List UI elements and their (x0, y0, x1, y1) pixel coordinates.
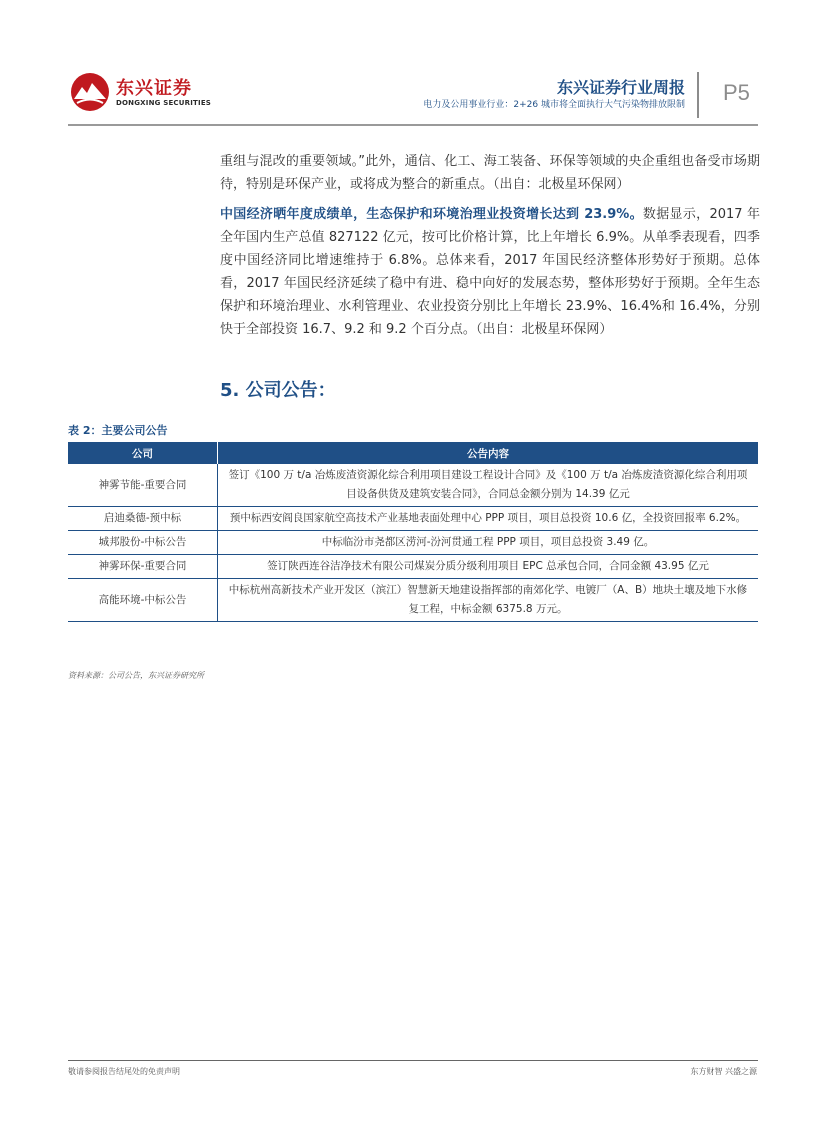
logo-text-cn: 东兴证券 (116, 78, 192, 99)
logo-text-en: DONGXING SECURITIES (116, 99, 212, 107)
company-cell: 高能环境-中标公告 (68, 579, 218, 622)
table-row (68, 579, 758, 622)
table-row (68, 555, 758, 579)
paragraph-2-text: 数据显示，2017 年全年国内生产总值 827122 亿元，按可比价格计算，比上年增长 6.9%。从单季表现看，四季度中国经济同比增速维持于 6.8%。总体来看，2017 年国民经济整体形势好于预期。总体看，2017 年国民经济延续了稳中有进、稳中向好的发展态势，整体形势好于预期。全年生态保护和环境治理业、水利管理业、农业投资分别比上年增长 23.9%、16.4%和 16.4%，分别快于全部投资 16.7、9.2 和 9.2 个百分点。（出自：北极星环保网） (220, 207, 760, 337)
footer-slogan: 东方财智 兴盛之源 (690, 1067, 757, 1076)
report-subtitle: 电力及公用事业行业：2+26 城市将全面执行大气污染物排放限制 (423, 100, 685, 110)
content-cell: 中标杭州高新技术产业开发区（滨江）智慧新天地建设指挥部的南郊化学、电镀厂（A、B）地块土壤及地下水修复工程，中标金额 6375.8 万元。 (218, 579, 759, 622)
header-divider (697, 72, 699, 118)
paragraph-1: 重组与混改的重要领域。”此外，通信、化工、海工装备、环保等领域的央企重组也备受市场期待，特别是环保产业，或将成为整合的新重点。（出自：北极星环保网） (220, 154, 760, 192)
announcement-table (68, 442, 758, 622)
column-header-content: 公告内容 (218, 442, 759, 464)
table-source: 资料来源：公司公告，东兴证券研究所 (68, 671, 204, 680)
company-cell: 启迪桑德-预中标 (68, 507, 218, 531)
footer-rule (68, 1060, 758, 1061)
content-cell: 中标临汾市尧都区涝河-汾河贯通工程 PPP 项目，项目总投资 3.49 亿。 (218, 531, 759, 555)
section-heading: 5. 公司公告： (220, 380, 336, 401)
report-title: 东兴证券行业周报 (556, 78, 685, 97)
table-caption: 表 2：主要公司公告 (68, 424, 168, 437)
table-header-row (68, 442, 758, 464)
column-header-company: 公司 (68, 442, 218, 464)
dongxing-logo-icon (68, 72, 112, 112)
content-cell: 签订陕西连谷洁净技术有限公司煤炭分质分级利用项目 EPC 总承包合同，合同金额 43.95 亿元 (218, 555, 759, 579)
content-cell: 预中标西安阎良国家航空高技术产业基地表面处理中心 PPP 项目，项目总投资 10.6 亿，全投资回报率 6.2%。 (218, 507, 759, 531)
content-cell: 签订《100 万 t/a 冶炼废渣资源化综合利用项目建设工程设计合同》及《100 万 t/a 冶炼废渣资源化综合利用项目设备供货及建筑安装合同》，合同总金额分别为 14.39 亿元 (218, 464, 759, 507)
footer-disclaimer: 敬请参阅报告结尾处的免责声明 (68, 1067, 180, 1076)
company-cell: 城邦股份-中标公告 (68, 531, 218, 555)
paragraph-2-lead: 中国经济晒年度成绩单，生态保护和环境治理业投资增长达到 23.9%。 (220, 207, 643, 222)
table-row (68, 464, 758, 507)
paragraph-2 (220, 203, 760, 341)
page-number: P5 (723, 80, 750, 105)
header-rule (68, 124, 758, 126)
table-row (68, 531, 758, 555)
table-row (68, 507, 758, 531)
company-cell: 神雾节能-重要合同 (68, 464, 218, 507)
company-cell: 神雾环保-重要合同 (68, 555, 218, 579)
